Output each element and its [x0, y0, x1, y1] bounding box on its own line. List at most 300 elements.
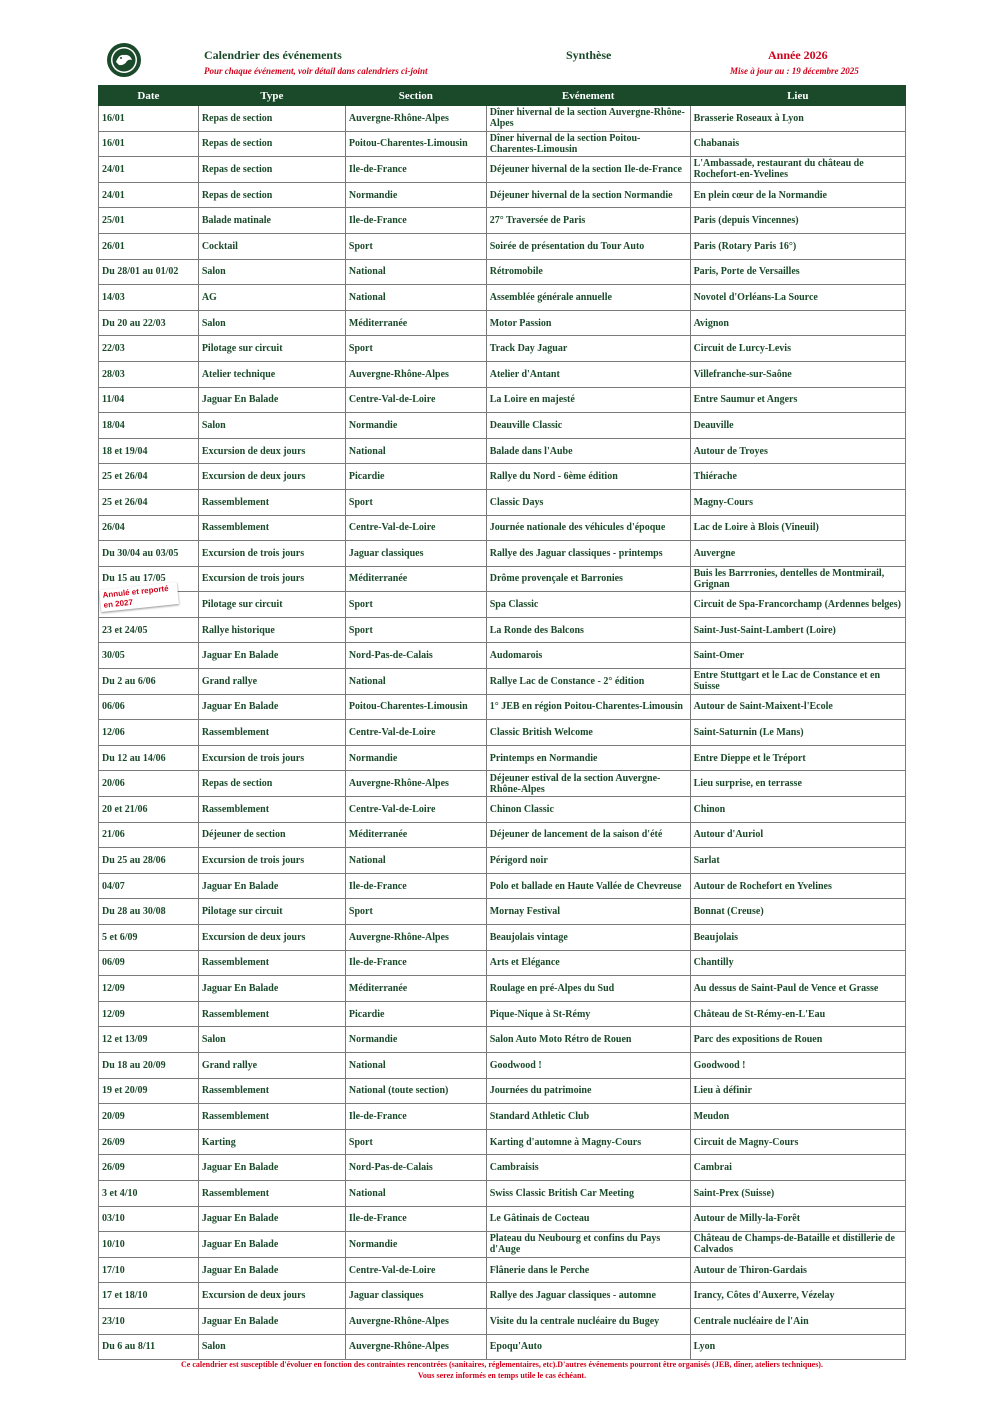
type-cell: Jaguar En Balade: [198, 643, 345, 669]
location-cell: Magny-Cours: [690, 489, 905, 515]
event-cell: Spa Classic: [486, 592, 690, 618]
column-header-date: Date: [99, 86, 199, 106]
location-cell: Saint-Prex (Suisse): [690, 1180, 905, 1206]
section-cell: Sport: [345, 489, 486, 515]
location-cell: Cambrai: [690, 1155, 905, 1181]
table-row: [99, 1155, 906, 1181]
event-cell: Déjeuner de lancement de la saison d'été: [486, 822, 690, 848]
section-cell: National: [345, 259, 486, 285]
date-cell: 28/03: [99, 361, 199, 387]
section-cell: Sport: [345, 1129, 486, 1155]
event-cell: Mornay Festival: [486, 899, 690, 925]
date-cell: 16/01: [99, 106, 199, 132]
location-cell: Brasserie Roseaux à Lyon: [690, 106, 905, 132]
date-cell: Du 25 au 28/06: [99, 848, 199, 874]
section-cell: Centre-Val-de-Loire: [345, 797, 486, 823]
table-row: [99, 1129, 906, 1155]
event-cell: Journées du patrimoine: [486, 1078, 690, 1104]
type-cell: Rassemblement: [198, 950, 345, 976]
type-cell: Grand rallye: [198, 1052, 345, 1078]
column-header-section: Section: [345, 86, 486, 106]
event-cell: Epoqu'Auto: [486, 1334, 690, 1360]
section-cell: Auvergne-Rhône-Alpes: [345, 771, 486, 797]
type-cell: Balade matinale: [198, 208, 345, 234]
location-cell: Meudon: [690, 1104, 905, 1130]
table-row: [99, 541, 906, 567]
column-header-type: Type: [198, 86, 345, 106]
date-cell: Du 6 au 8/11: [99, 1334, 199, 1360]
section-cell: Ile-de-France: [345, 873, 486, 899]
section-cell: Poitou-Charentes-Limousin: [345, 131, 486, 157]
table-row: [99, 669, 906, 695]
section-cell: Picardie: [345, 464, 486, 490]
section-cell: Méditerranée: [345, 976, 486, 1002]
type-cell: Rassemblement: [198, 515, 345, 541]
location-cell: Bonnat (Creuse): [690, 899, 905, 925]
footer-note-2: Vous serez informés en temps utile le cas échéant.: [417, 1371, 587, 1380]
location-cell: Autour d'Auriol: [690, 822, 905, 848]
table-row: [99, 745, 906, 771]
location-cell: Villefranche-sur-Saône: [690, 361, 905, 387]
event-cell: Balade dans l'Aube: [486, 438, 690, 464]
location-cell: Thiérache: [690, 464, 905, 490]
date-cell: Du 2 au 6/06: [99, 669, 199, 695]
date-cell: 26/01: [99, 233, 199, 259]
section-cell: National (toute section): [345, 1078, 486, 1104]
location-cell: Lac de Loire à Blois (Vineuil): [690, 515, 905, 541]
table-row: [99, 1001, 906, 1027]
table-row: [99, 413, 906, 439]
table-row: [99, 643, 906, 669]
table-row: [99, 899, 906, 925]
section-cell: Nord-Pas-de-Calais: [345, 1155, 486, 1181]
date-cell: 26/09: [99, 1155, 199, 1181]
table-row: [99, 950, 906, 976]
event-cell: Rallye des Jaguar classiques - printemps: [486, 541, 690, 567]
section-cell: Picardie: [345, 1001, 486, 1027]
location-cell: Saint-Saturnin (Le Mans): [690, 720, 905, 746]
section-cell: Sport: [345, 592, 486, 618]
section-cell: National: [345, 669, 486, 695]
table-row: [99, 515, 906, 541]
event-cell: Audomarois: [486, 643, 690, 669]
table-row: [99, 310, 906, 336]
event-cell: Motor Passion: [486, 310, 690, 336]
location-cell: Lieu à définir: [690, 1078, 905, 1104]
date-cell: 18/04: [99, 413, 199, 439]
table-row: [99, 259, 906, 285]
type-cell: Repas de section: [198, 182, 345, 208]
event-cell: Journée nationale des véhicules d'époque: [486, 515, 690, 541]
event-cell: Le Gâtinais de Cocteau: [486, 1206, 690, 1232]
type-cell: Jaguar En Balade: [198, 1232, 345, 1258]
location-cell: Irancy, Côtes d'Auxerre, Vézelay: [690, 1283, 905, 1309]
section-cell: Auvergne-Rhône-Alpes: [345, 106, 486, 132]
date-cell: Du 28/01 au 01/02: [99, 259, 199, 285]
section-cell: Sport: [345, 233, 486, 259]
location-cell: Novotel d'Orléans-La Source: [690, 285, 905, 311]
date-cell: 20/09: [99, 1104, 199, 1130]
table-row: [99, 106, 906, 132]
section-cell: Sport: [345, 899, 486, 925]
table-row: [99, 592, 906, 618]
section-cell: Nord-Pas-de-Calais: [345, 643, 486, 669]
event-cell: Périgord noir: [486, 848, 690, 874]
type-cell: Salon: [198, 259, 345, 285]
table-row: [99, 182, 906, 208]
type-cell: Rallye historique: [198, 617, 345, 643]
type-cell: Repas de section: [198, 157, 345, 183]
section-cell: Centre-Val-de-Loire: [345, 1257, 486, 1283]
table-body: [99, 106, 906, 1360]
location-cell: Auvergne: [690, 541, 905, 567]
location-cell: Buis les Barrronies, dentelles de Montmirail, Grignan: [690, 566, 905, 592]
update-date: Mise à jour au : 19 décembre 2025: [730, 66, 859, 76]
table-row: [99, 157, 906, 183]
section-cell: Centre-Val-de-Loire: [345, 387, 486, 413]
event-cell: Drôme provençale et Barronies: [486, 566, 690, 592]
date-cell: 06/06: [99, 694, 199, 720]
date-cell: 24/01: [99, 182, 199, 208]
type-cell: Repas de section: [198, 106, 345, 132]
event-cell: Dîner hivernal de la section Poitou-Charentes-Limousin: [486, 131, 690, 157]
section-cell: Ile-de-France: [345, 1206, 486, 1232]
location-cell: Deauville: [690, 413, 905, 439]
section-cell: Centre-Val-de-Loire: [345, 720, 486, 746]
date-cell: 12/06: [99, 720, 199, 746]
type-cell: Salon: [198, 1027, 345, 1053]
table-row: [99, 873, 906, 899]
location-cell: Beaujolais: [690, 925, 905, 951]
date-cell: Du 15 au 17/05: [99, 566, 199, 592]
section-cell: Ile-de-France: [345, 1104, 486, 1130]
location-cell: Avignon: [690, 310, 905, 336]
section-cell: Normandie: [345, 182, 486, 208]
type-cell: Excursion de trois jours: [198, 848, 345, 874]
section-cell: Centre-Val-de-Loire: [345, 515, 486, 541]
location-cell: Autour de Thiron-Gardais: [690, 1257, 905, 1283]
type-cell: Atelier technique: [198, 361, 345, 387]
type-cell: Repas de section: [198, 131, 345, 157]
table-row: [99, 438, 906, 464]
table-row: [99, 1078, 906, 1104]
location-cell: Chabanais: [690, 131, 905, 157]
type-cell: Jaguar En Balade: [198, 976, 345, 1002]
type-cell: Rassemblement: [198, 1180, 345, 1206]
location-cell: Centrale nucléaire de l'Ain: [690, 1308, 905, 1334]
type-cell: Jaguar En Balade: [198, 387, 345, 413]
table-row: [99, 285, 906, 311]
table-row: [99, 361, 906, 387]
location-cell: Paris (depuis Vincennes): [690, 208, 905, 234]
table-row: [99, 925, 906, 951]
location-cell: Circuit de Magny-Cours: [690, 1129, 905, 1155]
location-cell: Autour de Rochefort en Yvelines: [690, 873, 905, 899]
event-cell: Salon Auto Moto Rétro de Rouen: [486, 1027, 690, 1053]
section-cell: Méditerranée: [345, 822, 486, 848]
section-cell: Jaguar classiques: [345, 541, 486, 567]
date-cell: 17 et 18/10: [99, 1283, 199, 1309]
location-cell: Circuit de Lurcy-Levis: [690, 336, 905, 362]
date-cell: 3 et 4/10: [99, 1180, 199, 1206]
date-cell: 06/09: [99, 950, 199, 976]
location-cell: Paris, Porte de Versailles: [690, 259, 905, 285]
table-row: [99, 1180, 906, 1206]
section-cell: Auvergne-Rhône-Alpes: [345, 1308, 486, 1334]
event-cell: Classic British Welcome: [486, 720, 690, 746]
event-cell: 1° JEB en région Poitou-Charentes-Limousin: [486, 694, 690, 720]
section-cell: Normandie: [345, 413, 486, 439]
year-label: Année 2026: [768, 48, 828, 62]
event-cell: Printemps en Normandie: [486, 745, 690, 771]
event-cell: Déjeuner hivernal de la section Ile-de-France: [486, 157, 690, 183]
section-cell: Normandie: [345, 1027, 486, 1053]
section-cell: Ile-de-France: [345, 950, 486, 976]
date-cell: 17/10: [99, 1257, 199, 1283]
section-cell: Auvergne-Rhône-Alpes: [345, 925, 486, 951]
date-cell: 23/10: [99, 1308, 199, 1334]
table-row: [99, 694, 906, 720]
type-cell: Excursion de trois jours: [198, 566, 345, 592]
table-row: [99, 208, 906, 234]
event-cell: Chinon Classic: [486, 797, 690, 823]
table-row: [99, 1334, 906, 1360]
table-row: [99, 822, 906, 848]
event-cell: La Loire en majesté: [486, 387, 690, 413]
table-row: [99, 233, 906, 259]
event-cell: Rallye Lac de Constance - 2° édition: [486, 669, 690, 695]
date-cell: 12/09: [99, 976, 199, 1002]
table-row: [99, 1232, 906, 1258]
section-cell: National: [345, 848, 486, 874]
event-cell: Plateau du Neubourg et confins du Pays d'Auge: [486, 1232, 690, 1258]
event-cell: Flânerie dans le Perche: [486, 1257, 690, 1283]
location-cell: Saint-Just-Saint-Lambert (Loire): [690, 617, 905, 643]
date-cell: 25/01: [99, 208, 199, 234]
date-cell: Du 18 au 20/09: [99, 1052, 199, 1078]
date-cell: 23 et 24/05: [99, 617, 199, 643]
type-cell: Grand rallye: [198, 669, 345, 695]
table-row: [99, 336, 906, 362]
type-cell: Excursion de trois jours: [198, 541, 345, 567]
type-cell: Rassemblement: [198, 1104, 345, 1130]
event-cell: Déjeuner hivernal de la section Normandie: [486, 182, 690, 208]
location-cell: En plein cœur de la Normandie: [690, 182, 905, 208]
location-cell: Goodwood !: [690, 1052, 905, 1078]
location-cell: Chantilly: [690, 950, 905, 976]
type-cell: Pilotage sur circuit: [198, 899, 345, 925]
type-cell: Rassemblement: [198, 797, 345, 823]
location-cell: Entre Saumur et Angers: [690, 387, 905, 413]
event-cell: Karting d'automne à Magny-Cours: [486, 1129, 690, 1155]
location-cell: Lyon: [690, 1334, 905, 1360]
event-cell: Cambraisis: [486, 1155, 690, 1181]
date-cell: Du 12 au 14/06: [99, 745, 199, 771]
type-cell: AG: [198, 285, 345, 311]
event-cell: Assemblée générale annuelle: [486, 285, 690, 311]
date-cell: 25 et 26/04: [99, 489, 199, 515]
table-row: [99, 1206, 906, 1232]
table-row: [99, 797, 906, 823]
section-cell: Jaguar classiques: [345, 1283, 486, 1309]
type-cell: Déjeuner de section: [198, 822, 345, 848]
location-cell: Lieu surprise, en terrasse: [690, 771, 905, 797]
table-row: [99, 489, 906, 515]
events-table: [98, 85, 906, 1360]
synthese-label: Synthèse: [566, 48, 612, 62]
table-row: [99, 1052, 906, 1078]
type-cell: Salon: [198, 1334, 345, 1360]
location-cell: Paris (Rotary Paris 16°): [690, 233, 905, 259]
location-cell: Château de Champs-de-Bataille et distillerie de Calvados: [690, 1232, 905, 1258]
type-cell: Repas de section: [198, 771, 345, 797]
event-cell: Déjeuner estival de la section Auvergne-Rhône-Alpes: [486, 771, 690, 797]
page-subtitle: Pour chaque événement, voir détail dans calendriers ci-joint: [204, 66, 428, 76]
type-cell: Excursion de deux jours: [198, 925, 345, 951]
location-cell: Parc des expositions de Rouen: [690, 1027, 905, 1053]
date-cell: 26/04: [99, 515, 199, 541]
date-cell: 26/09: [99, 1129, 199, 1155]
location-cell: Saint-Omer: [690, 643, 905, 669]
section-cell: National: [345, 285, 486, 311]
date-cell: 12/09: [99, 1001, 199, 1027]
table-row: [99, 464, 906, 490]
section-cell: Auvergne-Rhône-Alpes: [345, 361, 486, 387]
type-cell: Rassemblement: [198, 1001, 345, 1027]
type-cell: Jaguar En Balade: [198, 1257, 345, 1283]
section-cell: Ile-de-France: [345, 157, 486, 183]
location-cell: Circuit de Spa-Francorchamp (Ardennes belges): [690, 592, 905, 618]
type-cell: Jaguar En Balade: [198, 1308, 345, 1334]
event-cell: 27° Traversée de Paris: [486, 208, 690, 234]
location-cell: Chinon: [690, 797, 905, 823]
event-cell: Swiss Classic British Car Meeting: [486, 1180, 690, 1206]
event-cell: Arts et Elégance: [486, 950, 690, 976]
section-cell: Auvergne-Rhône-Alpes: [345, 1334, 486, 1360]
event-cell: Visite du la centrale nucléaire du Bugey: [486, 1308, 690, 1334]
event-cell: La Ronde des Balcons: [486, 617, 690, 643]
section-cell: Normandie: [345, 745, 486, 771]
section-cell: Ile-de-France: [345, 208, 486, 234]
event-cell: Track Day Jaguar: [486, 336, 690, 362]
table-row: [99, 1308, 906, 1334]
location-cell: Autour de Troyes: [690, 438, 905, 464]
location-cell: L'Ambassade, restaurant du château de Rochefort-en-Yvelines: [690, 157, 905, 183]
table-row: [99, 617, 906, 643]
table-row: [99, 131, 906, 157]
table-row: [99, 566, 906, 592]
date-cell: 19 et 20/09: [99, 1078, 199, 1104]
type-cell: Pilotage sur circuit: [198, 592, 345, 618]
section-cell: Normandie: [345, 1232, 486, 1258]
type-cell: Excursion de deux jours: [198, 438, 345, 464]
page-title: Calendrier des événements: [204, 48, 342, 62]
section-cell: National: [345, 1052, 486, 1078]
location-cell: Château de St-Rémy-en-L'Eau: [690, 1001, 905, 1027]
date-cell: 5 et 6/09: [99, 925, 199, 951]
location-cell: Entre Stuttgart et le Lac de Constance et en Suisse: [690, 669, 905, 695]
type-cell: Jaguar En Balade: [198, 694, 345, 720]
event-cell: Goodwood !: [486, 1052, 690, 1078]
date-cell: 12 et 13/09: [99, 1027, 199, 1053]
event-cell: Dîner hivernal de la section Auvergne-Rhône-Alpes: [486, 106, 690, 132]
date-cell: 22/03: [99, 336, 199, 362]
event-cell: Standard Athletic Club: [486, 1104, 690, 1130]
section-cell: Poitou-Charentes-Limousin: [345, 694, 486, 720]
type-cell: Rassemblement: [198, 720, 345, 746]
table-row: [99, 1257, 906, 1283]
type-cell: Salon: [198, 413, 345, 439]
date-cell: 10/10: [99, 1232, 199, 1258]
date-cell: 16/01: [99, 131, 199, 157]
event-cell: Pique-Nique à St-Rémy: [486, 1001, 690, 1027]
type-cell: Jaguar En Balade: [198, 1206, 345, 1232]
date-cell: 03/10: [99, 1206, 199, 1232]
date-cell: 20 et 21/06: [99, 797, 199, 823]
table-row: [99, 1283, 906, 1309]
type-cell: Rassemblement: [198, 1078, 345, 1104]
type-cell: Cocktail: [198, 233, 345, 259]
location-cell: Entre Dieppe et le Tréport: [690, 745, 905, 771]
cancellation-note: Annulé et reporté en 2027: [99, 582, 179, 612]
date-cell: 30/05: [99, 643, 199, 669]
date-cell: 24/01: [99, 157, 199, 183]
date-cell: 04/07: [99, 873, 199, 899]
date-cell: 18 et 19/04: [99, 438, 199, 464]
location-cell: Sarlat: [690, 848, 905, 874]
date-cell: Du 20 au 22/03: [99, 310, 199, 336]
type-cell: Jaguar En Balade: [198, 873, 345, 899]
column-header-event: Evénement: [486, 86, 690, 106]
event-cell: Polo et ballade en Haute Vallée de Chevreuse: [486, 873, 690, 899]
table-row: [99, 720, 906, 746]
type-cell: Karting: [198, 1129, 345, 1155]
type-cell: Jaguar En Balade: [198, 1155, 345, 1181]
club-logo-icon: [106, 42, 142, 78]
event-cell: Atelier d'Antant: [486, 361, 690, 387]
section-cell: Sport: [345, 617, 486, 643]
event-cell: Deauville Classic: [486, 413, 690, 439]
type-cell: Pilotage sur circuit: [198, 336, 345, 362]
table-header-row: [99, 86, 906, 106]
event-cell: Rallye du Nord - 6ème édition: [486, 464, 690, 490]
section-cell: National: [345, 1180, 486, 1206]
date-cell: 20/06: [99, 771, 199, 797]
table-row: [99, 1027, 906, 1053]
event-cell: Rétromobile: [486, 259, 690, 285]
type-cell: Rassemblement: [198, 489, 345, 515]
table-row: [99, 976, 906, 1002]
location-cell: Autour de Saint-Maixent-l'Ecole: [690, 694, 905, 720]
type-cell: Excursion de deux jours: [198, 464, 345, 490]
type-cell: Salon: [198, 310, 345, 336]
location-cell: Autour de Milly-la-Forêt: [690, 1206, 905, 1232]
location-cell: Au dessus de Saint-Paul de Vence et Grasse: [690, 976, 905, 1002]
date-cell: 21/06: [99, 822, 199, 848]
type-cell: Excursion de deux jours: [198, 1283, 345, 1309]
event-cell: Classic Days: [486, 489, 690, 515]
date-cell: 25 et 26/04: [99, 464, 199, 490]
table-row: [99, 387, 906, 413]
table-row: [99, 848, 906, 874]
section-cell: National: [345, 438, 486, 464]
date-cell: 14/03: [99, 285, 199, 311]
event-cell: Soirée de présentation du Tour Auto: [486, 233, 690, 259]
event-cell: Rallye des Jaguar classiques - automne: [486, 1283, 690, 1309]
column-header-location: Lieu: [690, 86, 905, 106]
event-cell: Beaujolais vintage: [486, 925, 690, 951]
footer-note: Ce calendrier est susceptible d'évoluer en fonction des contraintes rencontrées (sanitaires, réglementaires, etc).D'autres événements pourront être organisés (JEB, dîner, ateliers techniques).: [181, 1360, 823, 1369]
